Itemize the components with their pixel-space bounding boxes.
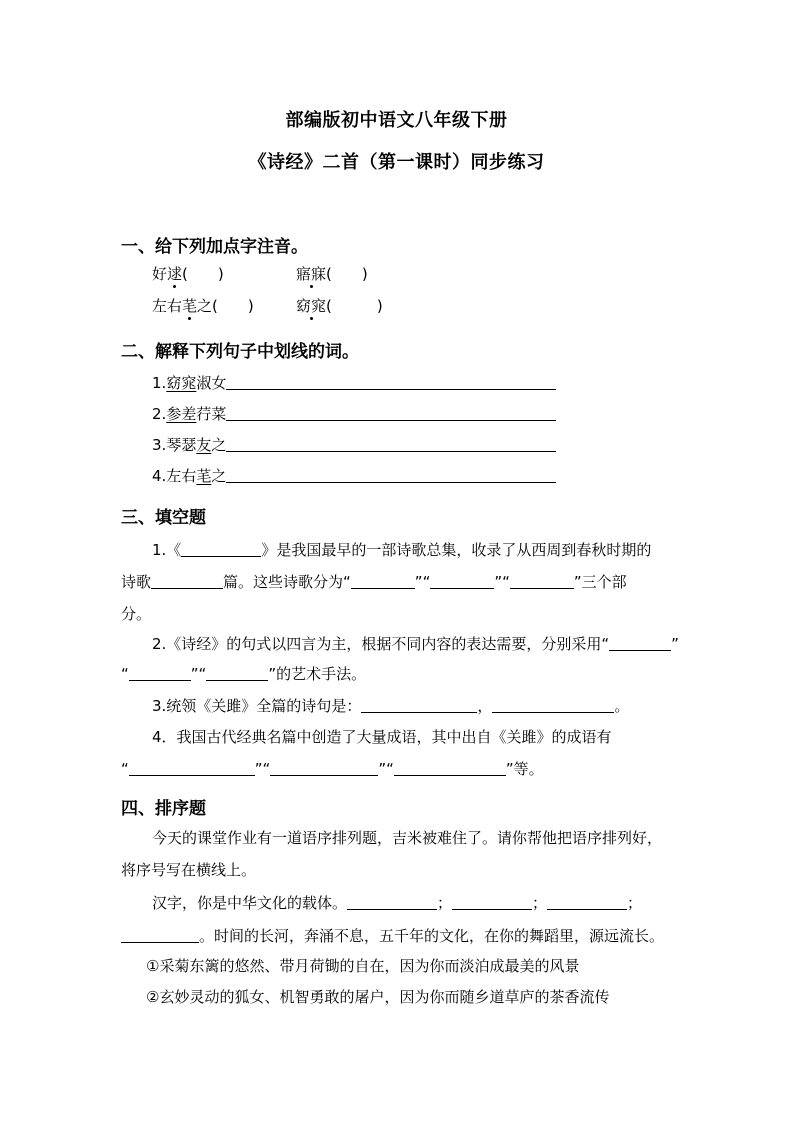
item-text: 左右: [152, 297, 183, 315]
question-text: ”的艺术手法。: [268, 665, 367, 683]
sort-passage-line1: [152, 893, 642, 913]
pinyin-item-3: [152, 296, 254, 316]
item-number: 3.: [152, 436, 167, 454]
answer-blank[interactable]: [129, 664, 191, 681]
answer-paren[interactable]: ( ): [182, 265, 224, 283]
answer-blank[interactable]: [452, 893, 532, 910]
answer-blank[interactable]: [510, 572, 574, 589]
fill-q1-line3: 分。: [121, 605, 152, 623]
passage-text: 。时间的长河，奔涌不息，五千年的文化，在你的舞蹈里，源远流长。: [199, 927, 665, 945]
question-text: “: [121, 665, 129, 683]
section-4-heading: 四、排序题: [121, 799, 206, 819]
sort-prompt-line2: 将序号写在横线上。: [121, 861, 257, 879]
answer-blank[interactable]: [361, 696, 477, 713]
question-text: ”“: [494, 573, 510, 591]
sort-prompt-line1: 今天的课堂作业有一道语序排列题，吉米被难住了。请你帮他把语序排列好，: [152, 829, 663, 847]
fill-q4-line2: [121, 759, 544, 779]
item-text: 之: [211, 436, 227, 454]
fill-q3: [152, 696, 629, 716]
answer-blank[interactable]: [181, 540, 261, 557]
question-text: ”“: [378, 760, 394, 778]
item-text: 荇菜: [196, 405, 227, 423]
question-text: 1.《: [152, 541, 182, 559]
pinyin-item-4: [296, 296, 383, 316]
question-text: ”等。: [505, 760, 544, 778]
section-2-heading: 二、解释下列句子中划线的词。: [121, 342, 359, 362]
answer-paren[interactable]: ( ): [326, 297, 383, 315]
answer-blank[interactable]: [609, 634, 671, 651]
underlined-word: 友: [196, 436, 212, 454]
fill-q2-line1: [152, 634, 679, 654]
passage-text: 汉字，你是中华文化的载体。: [152, 894, 348, 912]
worksheet-title: 部编版初中语文八年级下册: [285, 110, 508, 131]
underlined-word: 芼: [196, 467, 212, 485]
question-text: “: [121, 760, 129, 778]
item-number: 2.: [152, 405, 167, 423]
section-3-heading: 三、填空题: [121, 508, 206, 528]
dotted-char: 寤寐: [296, 265, 327, 283]
pinyin-item-1: [152, 264, 224, 284]
answer-paren[interactable]: ( ): [212, 297, 254, 315]
fill-q4-line1: 4．我国古代经典名篇中创造了大量成语，其中出自《关雎》的成语有: [152, 728, 612, 746]
question-text: 3.统领《关雎》全篇的诗句是：: [152, 697, 362, 715]
item-text: 之: [197, 297, 213, 315]
underlined-word: 窈窕: [166, 374, 197, 392]
question-text: ”“: [414, 573, 431, 591]
explain-item-1: [152, 373, 556, 393]
answer-blank[interactable]: [226, 404, 556, 421]
dotted-char: 芼: [182, 297, 198, 315]
sort-passage-line2: [121, 926, 664, 946]
explain-item-3: [152, 435, 556, 455]
item-text: 好: [152, 265, 168, 283]
item-text: 琴瑟: [166, 436, 197, 454]
answer-blank[interactable]: [129, 759, 255, 776]
answer-blank[interactable]: [394, 759, 506, 776]
answer-blank[interactable]: [270, 759, 378, 776]
dotted-char: 窈窕: [296, 297, 327, 315]
pinyin-item-2: [296, 264, 368, 284]
item-text: 之: [211, 467, 227, 485]
question-text: 。: [614, 697, 630, 715]
question-text: ”“: [190, 665, 207, 683]
answer-blank[interactable]: [347, 893, 437, 910]
answer-blank[interactable]: [351, 572, 415, 589]
question-text: 诗歌: [121, 573, 152, 591]
question-text: ”三个部: [573, 573, 627, 591]
passage-text: ；: [437, 894, 453, 912]
dotted-char: 逑: [167, 265, 183, 283]
sort-option-1: ①采菊东篱的悠然、带月荷锄的自在，因为你而淡泊成最美的风景: [146, 957, 580, 975]
passage-text: ；: [627, 894, 643, 912]
answer-blank[interactable]: [121, 926, 199, 943]
item-number: 1.: [152, 374, 167, 392]
answer-paren[interactable]: ( ): [326, 265, 368, 283]
question-text: 》是我国最早的一部诗歌总集，收录了从西周到春秋时期的: [261, 541, 652, 559]
underlined-word: 参差: [166, 405, 197, 423]
question-text: 篇。这些诗歌分为“: [223, 573, 351, 591]
question-text: 2.《诗经》的句式以四言为主，根据不同内容的表达需要，分别采用“: [152, 635, 610, 653]
item-text: 左右: [166, 467, 197, 485]
answer-blank[interactable]: [151, 572, 223, 589]
answer-blank[interactable]: [226, 466, 556, 483]
sort-option-2: ②玄妙灵动的狐女、机智勇敢的屠户，因为你而随乡道草庐的茶香流传: [146, 988, 610, 1006]
answer-blank[interactable]: [226, 373, 556, 390]
answer-blank[interactable]: [430, 572, 494, 589]
answer-blank[interactable]: [226, 435, 556, 452]
answer-blank[interactable]: [206, 664, 268, 681]
explain-item-2: [152, 404, 556, 424]
fill-q2-line2: [121, 664, 366, 684]
answer-blank[interactable]: [492, 696, 614, 713]
section-1-heading: 一、给下列加点字注音。: [121, 237, 308, 257]
question-text: ”“: [254, 760, 271, 778]
item-number: 4.: [152, 467, 167, 485]
fill-q1-line1: [152, 540, 651, 560]
worksheet-subtitle: 《诗经》二首（第一课时）同步练习: [248, 152, 545, 173]
answer-blank[interactable]: [547, 893, 627, 910]
passage-text: ；: [532, 894, 548, 912]
item-text: 淑女: [196, 374, 227, 392]
question-text: ”: [671, 635, 679, 653]
fill-q1-line2: [121, 572, 627, 592]
explain-item-4: [152, 466, 556, 486]
question-text: ，: [477, 697, 493, 715]
